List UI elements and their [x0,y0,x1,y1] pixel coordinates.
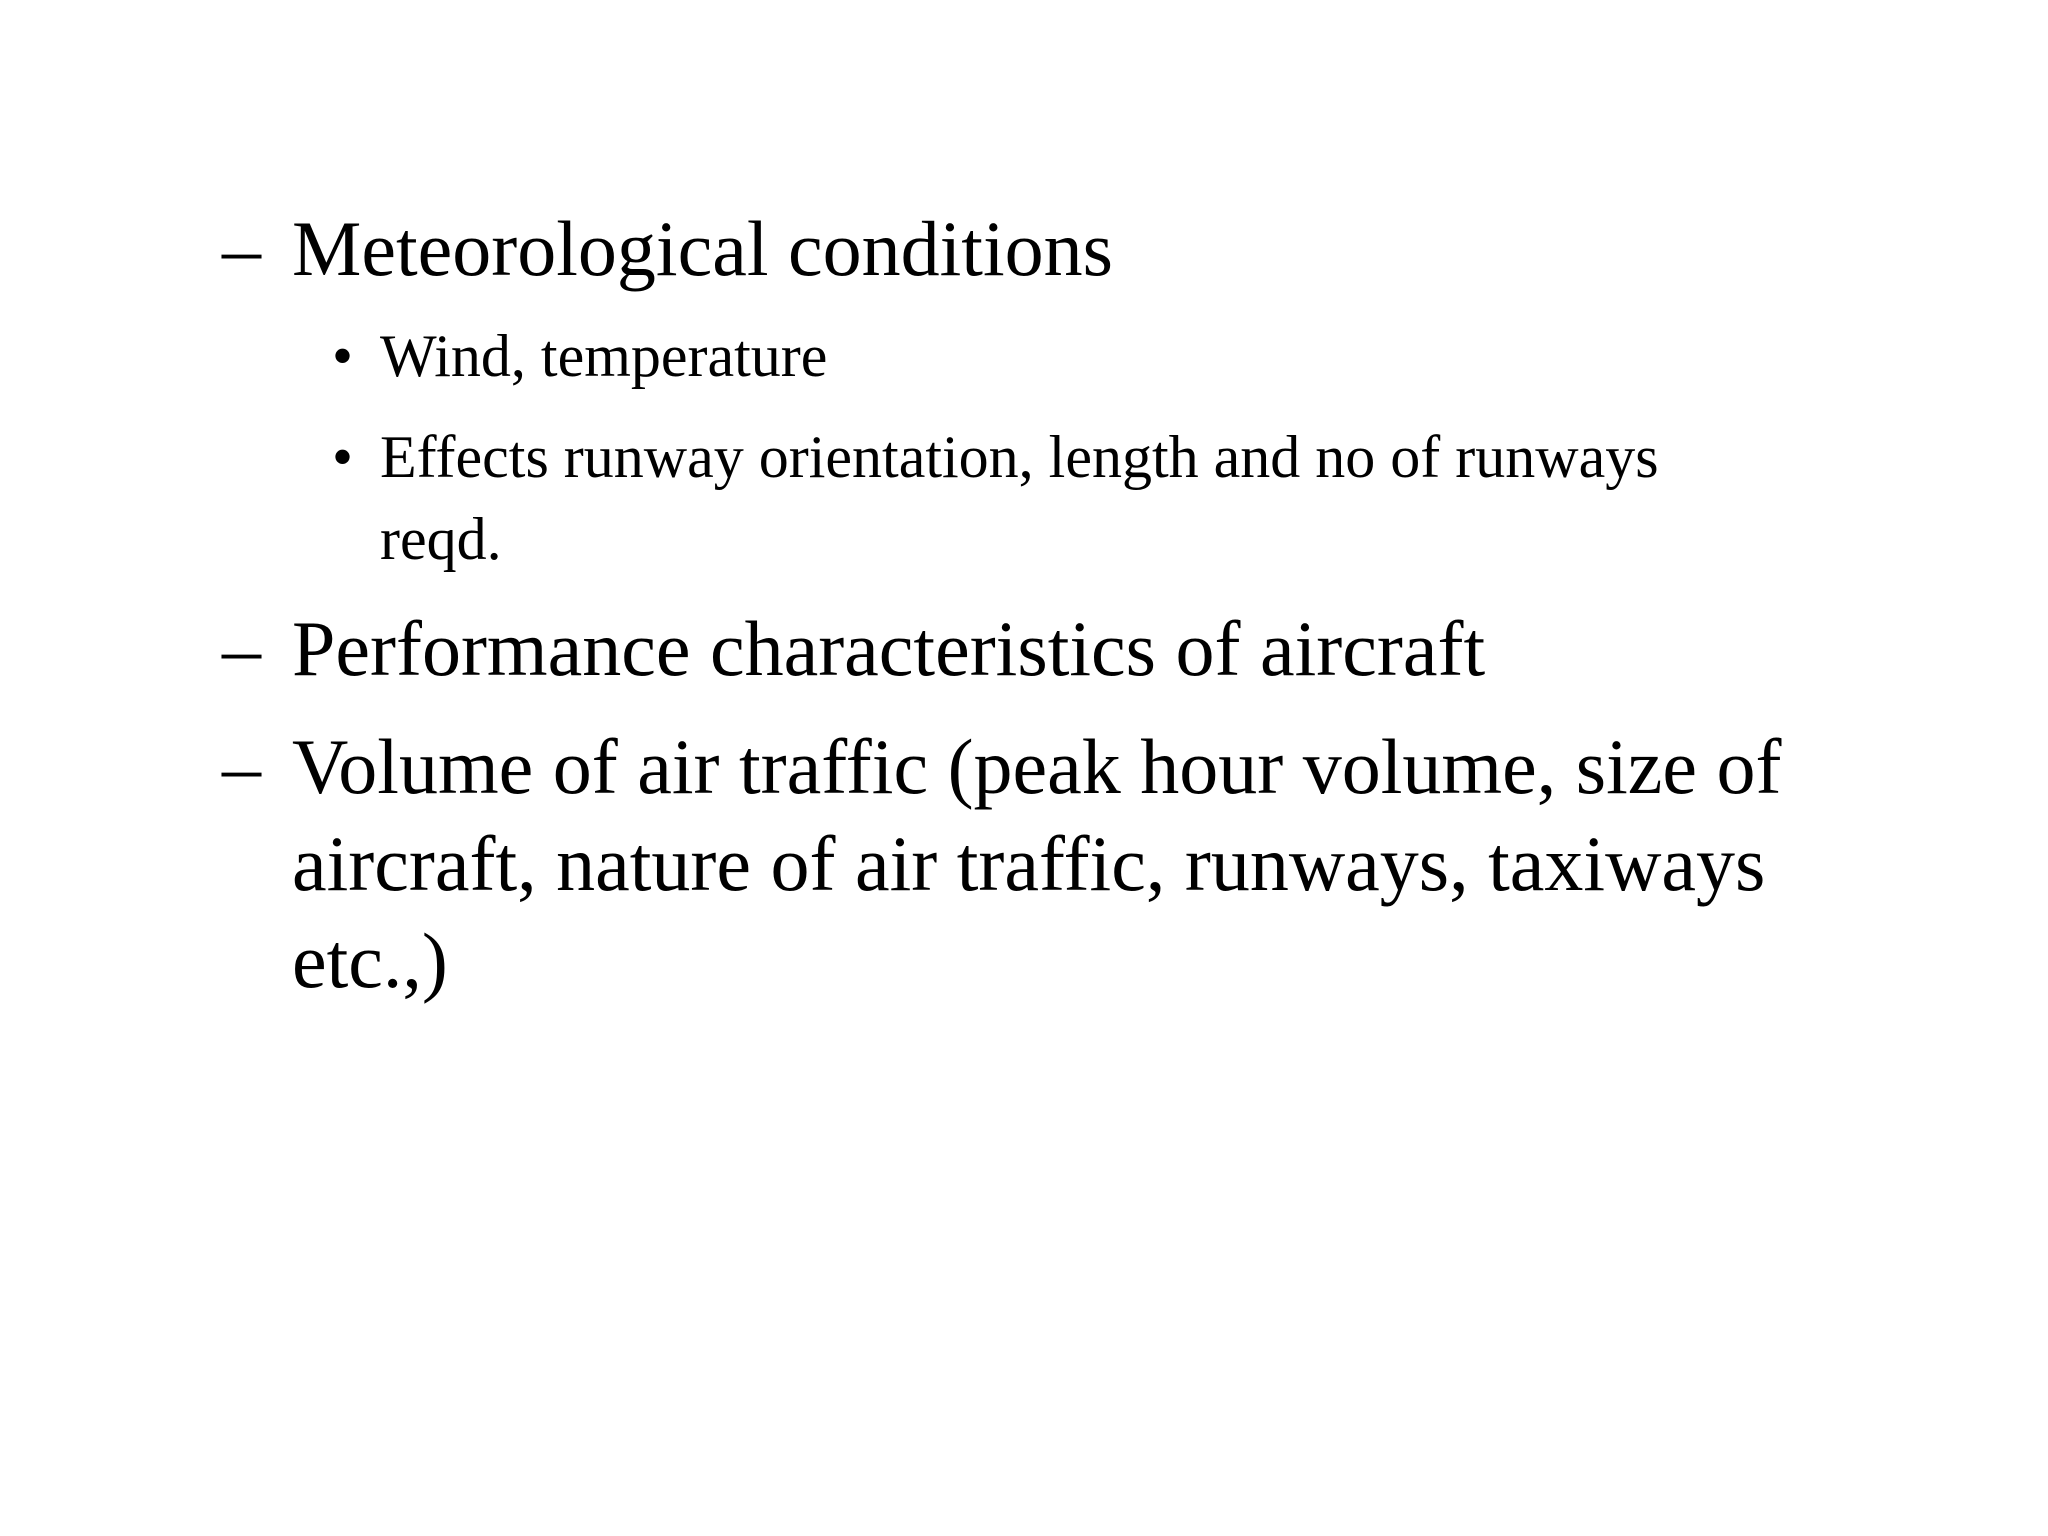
bullet-text-line-3: etc.,) [292,917,448,1004]
bullet-marker: • [332,323,354,389]
subbullet-text-line-2: reqd. [380,506,502,572]
bullet-marker: • [332,424,354,490]
dash-marker: – [222,205,261,292]
subbullet-wind-temperature [332,315,1832,397]
subbullet-text-line-1: Effects runway orientation, length and no of runways [380,424,1659,490]
bullet-text: Performance characteristics of aircraft [292,605,1486,692]
bullet-meteorological-conditions [222,200,1722,297]
bullet-text-line-2: aircraft, nature of air traffic, runways, taxiways [292,820,1766,907]
bullet-performance-characteristics [222,600,1822,697]
subbullet-runway-effects [332,416,1832,580]
bullet-text-line-1: Volume of air traffic (peak hour volume, size of [292,723,1782,810]
bullet-volume-of-air-traffic [222,718,1922,1009]
dash-marker: – [222,723,261,810]
bullet-text: Meteorological conditions [292,205,1113,292]
dash-marker: – [222,605,261,692]
subbullet-text: Wind, temperature [380,323,828,389]
